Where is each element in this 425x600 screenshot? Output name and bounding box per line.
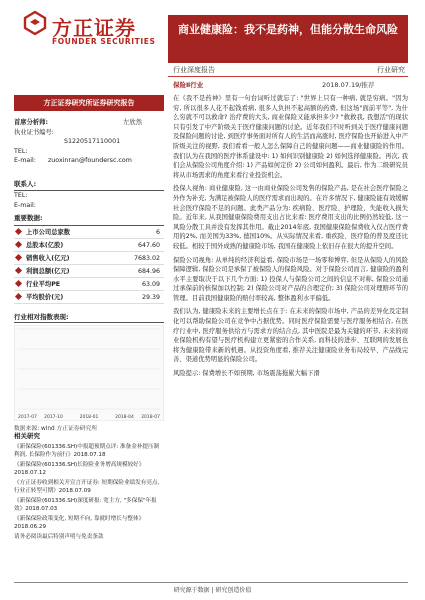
email-row [14,156,164,166]
contact-header: 联系人: [14,180,164,192]
indicator-label: 利润总额(亿元) [26,267,70,275]
related-item[interactable]: 《新保保险(601336.SH)长险险业务增高规模较好》2018.07.12 [14,461,145,476]
chart-source: 数据来源: wind 方正证券研究所 [14,426,98,432]
diamond-bullet-icon [15,266,22,273]
indicator-label: 总股本(亿股) [26,241,64,249]
cert-number: S1220517110001 [64,138,121,145]
cert-label: 执业证书编号: [14,128,54,136]
email-link[interactable]: zuoxinran@foundersc.com [48,157,132,164]
cert-row [14,128,164,138]
body-paragraph: 风险提示: 保费增长不如预期, 市场震荡拖累大幅下滑 [173,370,320,378]
indicator-row [14,252,164,265]
indicator-value: 7683.02 [133,254,160,262]
analyst-name: 左欣然 [123,119,142,126]
report-date: 2018.07.19/推荐 [322,81,375,89]
contact-email: E-mail: [14,201,36,209]
contact-email-row [14,201,164,211]
analyst-row [14,118,164,128]
analyst-panel [14,118,164,304]
indicator-label: 行业平均PE [26,280,61,288]
report-title: 商业健康险：我不是药神，但能分散生命风险 [168,15,408,63]
brand-name-cn: 方正证券 [52,16,136,40]
report-category-right: 行业研究 [377,66,405,74]
chart-x-tick-label: 2018-01 [79,415,99,420]
chart-x-tick-label: 2017-07 [18,415,37,420]
indicator-row [14,239,164,252]
indicator-row [14,278,164,291]
diamond-bullet-icon [15,240,22,247]
indicator-label: 上市公司总家数 [26,228,71,236]
chart-x-tick-label: 2017-10 [44,415,63,420]
indicator-value: 63.09 [141,280,160,288]
diamond-bullet-icon [15,279,22,286]
performance-chart-svg [14,325,164,421]
research-banner: 方正证券研究所证券研究报告 [14,95,164,111]
footer-slogan: 研究源于数据 | 研究创造价值 [173,587,252,594]
indicator-row [14,291,164,304]
founder-logo-icon [22,10,48,36]
related-item[interactable]: 请务必阅读最后特别声明与免责条款 [14,533,104,540]
contact-tel: TEL: [14,192,28,199]
related-list [14,443,164,542]
industry-tag: 保险Ⅱ行业 [173,81,204,89]
tel-label: TEL: [14,147,28,155]
tel-row [14,147,164,157]
report-body [173,94,408,383]
related-item[interactable]: 《新保保险(601336.SH)中报超预期点评: 准备金补提压制利润, 长保险作为前行》2018.07.18 [14,443,160,458]
diamond-bullet-icon [15,292,22,299]
contact-tel-row [14,191,164,201]
body-paragraph: 投保人视角: 商业健康险, 这一由商业保险公司发售的保险产品, 是在社会医疗保险之外作为补充, 为满足被保险人的医疗需求而出现的。在许多情况下, 健康险能有效缓解社会医疗保险不足的问题。此类产品分为: 疾病险、医疗险、护理险、失能收入损失险。近年来, 从我国健康保险费用支出占比来看: 医疗费用支出的比例仍然较低, 这一风险分散工具并没有发挥其作用。截止2014年底, 我国健康保险保费收入仅占医疗费用的2%, 而美国为33%, 德国10%。从实际情况来看, 重疾险、医疗险的普及度还比较低。相较于国外成熟的健康险市场, 我国在健康险上依旧存在很大的提升空间。 [173,185,408,250]
indicator-value: 684.96 [137,267,160,275]
analyst-role: 首席分析师: [14,119,49,126]
email-label: E-mail: [14,157,36,164]
indicators-header: 重要数据: [14,214,164,226]
footer-divider [14,582,408,583]
body-paragraph: 在《我不是药神》里有一句台词听过就忘了: "世界上只有一种病, 就是穷病。"因为穷, 所以很多人花不起钱看病, 很多人负担不起高额的药费, 但这场"面前平等", 为什么穷就不可以救命? 治疗费的大头, 商业保险又能承担多少? "救救我, 我想活"的现状只有引发了中产阶级关于医疗健康问题的讨论。近年我们不时听到关于医疗健康问题及保险问题的讨论, 到医疗事务面对所有人的生活而高涨时, 医疗保险也开始进入中产阶级关注的视野, 我们看看一般人怎么保障自己的健康问题——商业健康险的作用。我们认为在我国的医疗体系建设中: 1) 如何识别健康险 2) 如何选择健康险。再次, 我们会从保险公司角度介绍: 1) 产品如何定价 2) 公司如何盈利。最后, 作为二级研究员将从市场需求的角度来看行业投资机会。 [173,95,408,179]
indicator-label: 平均股价(元) [26,293,64,301]
indicator-value: 647.60 [137,241,160,249]
indicator-value: 29.39 [141,293,160,301]
chart-x-tick-label: 2018-04 [115,415,134,420]
body-paragraph: 我们认为, 健康险未来的主要增长点在于: 在未来的保险市场中, 产品的差异化及定制化可以帮助保险公司在竞争中占据优势。同时医疗保险需要与医疗服务相结合, 在医疗行业中, 医疗服务供给方与需求方的结合点, 其中医院是最为关键的环节, 未来的商业保险机构有望与医疗机构建立更紧密的合作关系, 而科技的进步、互联网的发展也将为健康险带来新的机遇。从投资角度看, 推荐关注健康险业务布局较早、产品线完善、渠道优势明显的保险公司。 [173,308,408,364]
body-paragraph: 保险公司视角: 从单纯的经济利益看, 保险市场是一场零和博弈, 但是从保险人的风险保障逻辑, 保险公司是承保了被保险人的保险风险。对于保险公司而言, 健康险的盈利水平主要取决于以下几个方面: 1) 投保人与保险公司之间的信息不对称, 保险公司通过承保前的核保加以控制; 2) 保险公司对产品的合理定价; 3) 保险公司对理赔环节的管理。目前我国健康险的赔付率较高, 整体盈利水平偏低。 [173,256,408,302]
related-item[interactable]: 《方正证券收到相关开宣言开证券: 短期保险业绩发有亮点, 行业正转型可期》2018.07.09 [14,479,160,494]
indicator-row [14,265,164,278]
indicator-label: 销售收入(亿元) [26,254,70,262]
cert-value-row [14,137,164,147]
related-research [14,432,164,542]
related-header: 相关研究 [14,432,40,440]
diamond-bullet-icon [15,253,22,260]
brand-logo [8,6,158,52]
indicator-list [14,226,164,304]
report-category: 行业深度报告 [173,66,215,74]
related-item[interactable]: 《新保保险(601336.SH)深度研报: 宽主方, "多保保"年报效》2018.07.03 [14,497,157,512]
chart-header: 行业相对指数表现: [14,312,164,323]
spacer [14,166,164,178]
header-divider [168,76,408,77]
diamond-bullet-icon [15,227,22,234]
indicator-row [14,226,164,239]
related-item[interactable]: 《新保保险政策变化, 短期不向, 靠就时增长与整体》2018.06.29 [14,515,145,530]
brand-name-en: FOUNDER SECURITIES [52,37,156,46]
indicator-value: 6 [155,228,160,236]
chart-x-tick-label: 2018-07 [141,415,160,420]
index-chart [14,312,164,420]
